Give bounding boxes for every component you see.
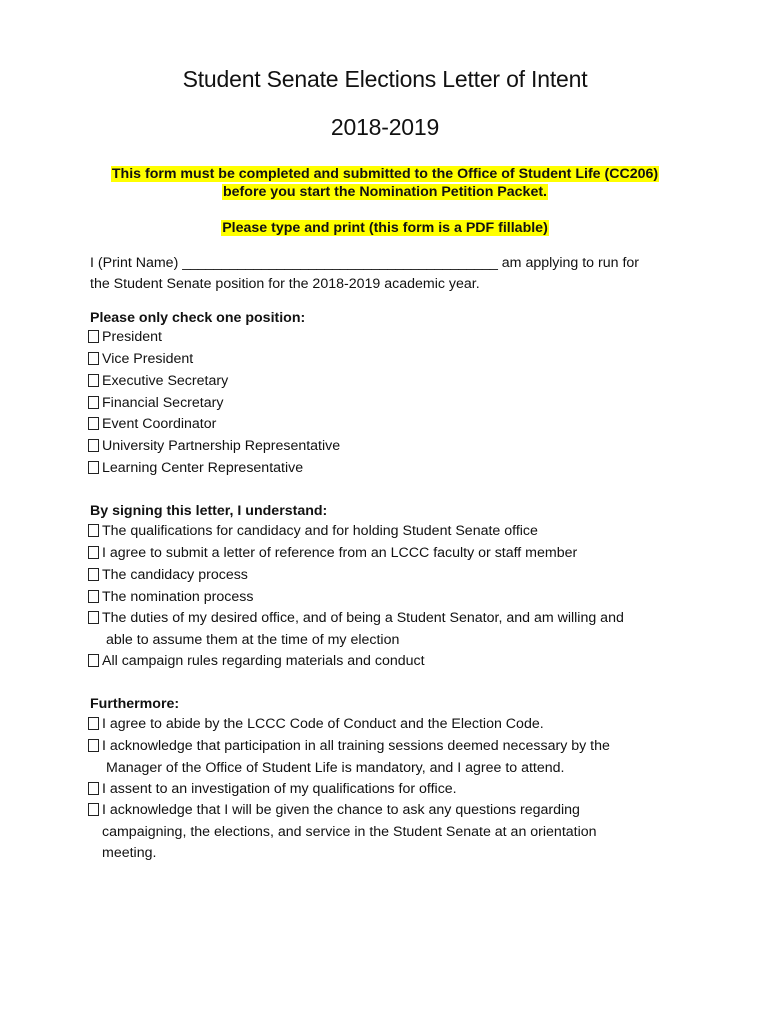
checkbox[interactable] — [88, 568, 99, 581]
notice-line-1-text: This form must be completed and submitted to the Office of Student Life (CC206) — [111, 166, 659, 182]
positions-heading: Please only check one position: — [90, 310, 306, 326]
document-year: 2018-2019 — [330, 114, 440, 140]
checkbox[interactable] — [88, 717, 99, 730]
understand-item-text: The nomination process — [102, 589, 254, 605]
understand-item[interactable] — [88, 587, 253, 609]
position-label: President — [102, 329, 162, 345]
understand-heading: By signing this letter, I understand: — [90, 503, 328, 519]
checkbox[interactable] — [88, 590, 99, 603]
furthermore-item-lines — [102, 800, 597, 865]
furthermore-item[interactable] — [88, 714, 544, 736]
notice-line-1 — [0, 165, 770, 183]
furthermore-item[interactable] — [88, 779, 457, 801]
notice-line-2-text: before you start the Nomination Petition Packet. — [223, 184, 547, 200]
furthermore-heading: Furthermore: — [90, 696, 180, 712]
position-financial-secretary[interactable] — [88, 393, 223, 415]
position-label: Executive Secretary — [102, 373, 229, 389]
furthermore-item-text-continued: Manager of the Office of Student Life is mandatory, and I agree to attend. — [106, 759, 565, 776]
understand-item-text-continued: able to assume them at the time of my election — [106, 631, 400, 648]
checkbox[interactable] — [88, 352, 99, 365]
furthermore-item-text-continued: campaigning, the elections, and service in the Student Senate at an orientation — [102, 823, 597, 840]
understand-item-text: The candidacy process — [102, 567, 248, 583]
checkbox[interactable] — [88, 374, 99, 387]
understand-item-text: The duties of my desired office, and of being a Student Senator, and am willing and — [102, 610, 624, 626]
understand-item[interactable] — [88, 521, 538, 543]
checkbox[interactable] — [88, 611, 99, 624]
understand-item-lines — [102, 608, 624, 651]
checkbox[interactable] — [88, 782, 99, 795]
understand-item-text: All campaign rules regarding materials and conduct — [102, 653, 425, 669]
position-label: University Partnership Representative — [102, 438, 341, 454]
notice-line-2 — [0, 183, 770, 201]
furthermore-item-text: I agree to abide by the LCCC Code of Conduct and the Election Code. — [102, 716, 544, 732]
position-learning-center-representative[interactable] — [88, 458, 303, 480]
position-label: Vice President — [102, 351, 194, 367]
checkbox[interactable] — [88, 330, 99, 343]
position-label: Event Coordinator — [102, 416, 217, 432]
print-name-line: I (Print Name) ________________________________________ am applying to run for — [90, 255, 640, 271]
understand-item[interactable] — [88, 651, 425, 673]
checkbox[interactable] — [88, 654, 99, 667]
position-label: Learning Center Representative — [102, 460, 304, 476]
understand-item[interactable] — [88, 543, 577, 565]
position-executive-secretary[interactable] — [88, 371, 228, 393]
notice-fillable — [0, 219, 770, 237]
checkbox[interactable] — [88, 546, 99, 559]
position-president[interactable] — [88, 327, 162, 349]
furthermore-item[interactable] — [88, 800, 597, 865]
furthermore-item-lines — [102, 736, 610, 779]
position-university-partnership-representative[interactable] — [88, 436, 340, 458]
understand-item[interactable] — [88, 565, 248, 587]
position-vice-president[interactable] — [88, 349, 193, 371]
understand-item-text: I agree to submit a letter of reference from an LCCC faculty or staff member — [102, 545, 578, 561]
checkbox[interactable] — [88, 803, 99, 816]
checkbox[interactable] — [88, 739, 99, 752]
checkbox[interactable] — [88, 461, 99, 474]
furthermore-item-text: I assent to an investigation of my qualifications for office. — [102, 781, 457, 797]
notice-fillable-text: Please type and print (this form is a PDF fillable) — [222, 220, 548, 236]
checkbox[interactable] — [88, 417, 99, 430]
furthermore-item-text-continued: meeting. — [102, 845, 157, 861]
furthermore-item[interactable] — [88, 736, 610, 779]
position-event-coordinator[interactable] — [88, 414, 216, 436]
checkbox[interactable] — [88, 396, 99, 409]
furthermore-item-text: I acknowledge that participation in all training sessions deemed necessary by the — [102, 738, 610, 754]
understand-item-text: The qualifications for candidacy and for holding Student Senate office — [102, 523, 538, 539]
position-label: Financial Secretary — [102, 395, 224, 411]
understand-item[interactable] — [88, 608, 624, 651]
checkbox[interactable] — [88, 524, 99, 537]
checkbox[interactable] — [88, 439, 99, 452]
intent-statement: the Student Senate position for the 2018-2019 academic year. — [90, 276, 480, 292]
furthermore-item-text: I acknowledge that I will be given the chance to ask any questions regarding — [102, 802, 580, 818]
document-title: Student Senate Elections Letter of Intent — [182, 66, 588, 92]
